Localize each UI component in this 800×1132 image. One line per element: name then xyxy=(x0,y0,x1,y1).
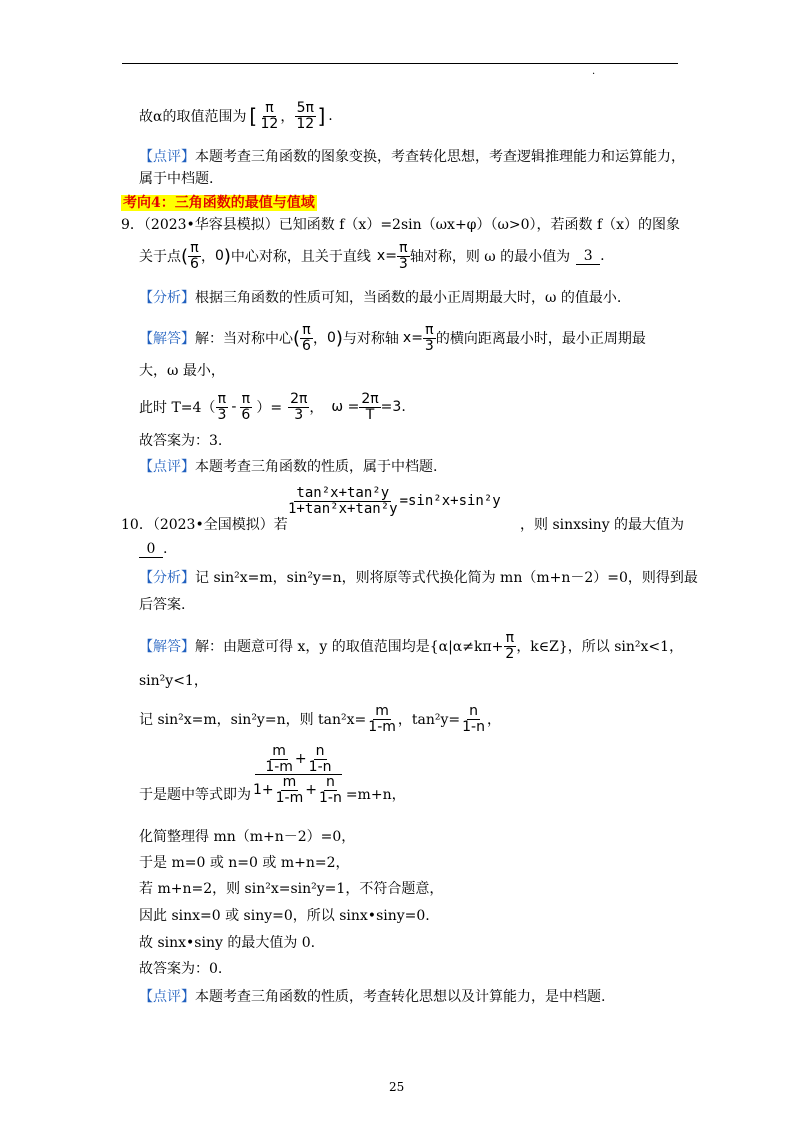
frac-pi-2: $\frac{\pi}{2}$ xyxy=(505,629,515,662)
q10-step-1: 化简整理得 mn（m+n－2）=0， xyxy=(139,829,356,845)
range-right-bracket: ] xyxy=(316,104,329,128)
range-comma: ， xyxy=(280,109,295,125)
q10-stem-line-2: 0 . xyxy=(139,541,167,558)
q9-final-answer: 故答案为：3. xyxy=(139,433,223,449)
review-1-line-1: 【点评】本题考查三角函数的图象变换，考查转化思想，考查逻辑推理能力和运算能力， xyxy=(139,149,685,165)
q10-equation xyxy=(286,486,501,516)
q10-review: 【点评】本题考查三角函数的性质，考查转化思想以及计算能力，是中档题. xyxy=(139,989,606,1005)
header-mark: . xyxy=(592,66,596,77)
q10-step-3: 若 m+n=2，则 sin²x=sin²y=1，不符合题意， xyxy=(139,881,444,897)
q9-stem-line-1: 9．（2023•华容县模拟）已知函数 f（x）=2sin（ωx+φ）（ω>0），若函数 f（x）的图象 xyxy=(121,217,681,233)
header-rule xyxy=(122,63,678,64)
q9-solution-line-2: 大，ω 最小， xyxy=(139,363,225,379)
q10-solution-line-2: sin²y<1， xyxy=(139,673,208,689)
q9-answer-blank: 3 xyxy=(576,248,600,265)
q9-period-calc: 此时 T=4（ $\frac{\pi}{3}$ - $\frac{\pi}{6}$ ）= $\frac{2\pi}{3}$ ， ω = $\frac{2\pi}{T}$ =3 . xyxy=(139,390,406,423)
q10-stem-line-1a: 10．（2023•全国模拟）若 xyxy=(121,517,288,533)
q10-step-5: 故 sinx•siny 的最大值为 0. xyxy=(139,935,316,951)
q10-substitution: 记 sin²x=m，sin²y=n，则 tan²x= $\frac{m}{1-m}$ ，tan²y= $\frac{n}{1-n}$ ， xyxy=(139,702,501,735)
q10-stem-line-1b: ，则 sinxsiny 的最大值为 xyxy=(520,517,685,533)
q10-equation-rhs: =sin²x+sin²y xyxy=(399,493,501,510)
frac-pi-12: $\frac{\pi}{12}$ xyxy=(260,99,279,132)
frac-pi-3: $\frac{\pi}{3}$ xyxy=(398,239,408,272)
page-number: 25 xyxy=(389,1080,405,1094)
q9-solution-line-1: 【解答】 解：当对称中心 ( $\frac{\pi}{6}$ ， 0 ) 与对称轴 x= $\frac{\pi}{3}$ 的横向距离最小时，最小正周期最 xyxy=(139,321,646,354)
range-period: . xyxy=(328,108,333,124)
q10-analysis-line-1: 【分析】记 sin²x=m，sin²y=n，则将原等式代换化简为 mn（m+n－2）=0，则得到最 xyxy=(139,570,698,586)
q10-solution-line-1: 【解答】 解：由题意可得 x，y 的取值范围均是{α|α≠kπ+ $\frac{\pi}{2}$ ，k∈Z}，所以 sin²x<1， xyxy=(139,629,684,662)
q10-step-2: 于是 m=0 或 n=0 或 m+n=2， xyxy=(139,855,350,871)
q9-stem-line-2: 关于点 ( $\frac{\pi}{6}$ ， 0 ) 中心对称，且关于直线 x= $\frac{\pi}{3}$ 轴对称，则 ω 的最小值为 3 . xyxy=(139,239,605,272)
q10-analysis-line-2: 后答案. xyxy=(139,597,186,613)
frac-pi-6: $\frac{\pi}{6}$ xyxy=(190,239,199,272)
q10-answer-blank: 0 xyxy=(139,541,163,558)
alpha-range-line xyxy=(139,96,333,136)
q10-final-answer: 故答案为：0. xyxy=(139,961,223,977)
q10-step-4: 因此 sinx=0 或 siny=0，所以 sinx•siny=0. xyxy=(139,908,430,924)
review-1-line-2: 属于中档题. xyxy=(139,171,214,187)
review-tag: 【点评】 xyxy=(139,149,195,165)
q9-review: 【点评】本题考查三角函数的性质，属于中档题. xyxy=(139,459,438,475)
range-left-bracket: [ xyxy=(246,104,259,128)
section-heading: 考向4：三角函数的最值与值域 xyxy=(123,195,315,211)
frac-5pi-12: $\frac{5\pi}{12}$ xyxy=(296,99,315,132)
q10-compound-fraction: $\frac{m}{1-m}$ + $\frac{n}{1-n}$ 1+ $\frac{m}{1-m}$ + $\frac{n}{1-n}$ xyxy=(253,743,342,807)
q9-analysis: 【分析】根据三角函数的性质可知，当函数的最小正周期最大时，ω 的值最小. xyxy=(139,290,622,306)
q10-equation-lhs: $\frac{\text{tan²x+tan²y}}{\text{1+tan²x+tan²y}}$ xyxy=(288,485,398,517)
range-prefix: 故α的取值范围为 xyxy=(139,109,247,125)
q10-compound-fraction-line: 于是题中等式即为 $\frac{m}{1-m}$ + $\frac{n}{1-n}$ 1+ $\frac{m}{1-m}$ + $\frac{n}{1-n}$ =m+n， xyxy=(139,743,406,807)
